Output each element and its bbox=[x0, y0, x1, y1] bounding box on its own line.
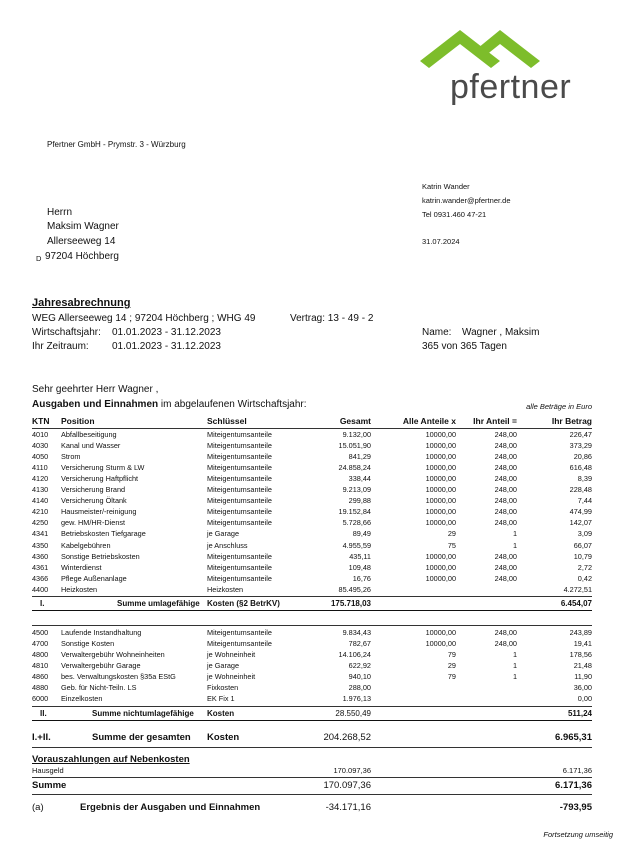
cell-your-amount: 178,56 bbox=[569, 650, 592, 660]
cell-ktn: 4366 bbox=[32, 573, 49, 583]
cell-total: 85.495,26 bbox=[338, 584, 371, 594]
cell-total: 1.976,13 bbox=[342, 694, 371, 704]
cell-your-share: 248,00 bbox=[494, 628, 517, 637]
cell-key: Miteigentumsanteile bbox=[207, 430, 272, 439]
cell-total: 9.213,09 bbox=[342, 485, 371, 495]
cell-your-share: 248,00 bbox=[494, 518, 517, 528]
cell-your-amount: 4.272,51 bbox=[563, 584, 592, 594]
recipient-street: Allerseeweg 14 bbox=[47, 236, 116, 247]
cell-all-shares: 10000,00 bbox=[425, 485, 456, 495]
cell-your-amount: 3,09 bbox=[577, 529, 592, 539]
sum-umlage-row bbox=[32, 598, 592, 609]
cell-key: Miteigentumsanteile bbox=[207, 518, 272, 528]
cell-your-amount: 7,44 bbox=[577, 496, 592, 506]
prepay-sum-row bbox=[32, 779, 592, 792]
cell-key: Miteigentumsanteile bbox=[207, 573, 272, 583]
cell-total: 109,48 bbox=[348, 562, 371, 572]
prepay-sum-label: Summe bbox=[32, 780, 67, 791]
owner-name-value: Wagner , Maksim bbox=[462, 327, 540, 338]
recipient-country: D bbox=[36, 254, 42, 263]
cell-your-amount: 0,42 bbox=[577, 573, 592, 583]
table-row bbox=[32, 650, 592, 659]
cell-your-share: 248,00 bbox=[494, 551, 517, 561]
document-title: Jahresabrechnung bbox=[32, 297, 131, 309]
cell-total: 288,00 bbox=[348, 683, 371, 693]
table-row bbox=[32, 452, 592, 461]
sum3-bottom-line bbox=[32, 747, 592, 748]
cell-your-amount: 0,00 bbox=[577, 694, 592, 704]
cell-key: EK Fix 1 bbox=[207, 694, 235, 704]
cell-total: 16,76 bbox=[352, 573, 371, 583]
cell-total: 15.051,90 bbox=[338, 441, 371, 451]
table-row bbox=[32, 463, 592, 472]
cell-your-share: 248,00 bbox=[494, 639, 517, 649]
section-title bbox=[32, 399, 307, 410]
cell-total: 782,67 bbox=[348, 639, 371, 649]
cell-position: Einzelkosten bbox=[61, 694, 103, 704]
cell-your-amount: 474,99 bbox=[569, 507, 592, 517]
sum2-label2: Kosten bbox=[207, 709, 235, 718]
cell-ktn: 4210 bbox=[32, 507, 49, 517]
cell-ktn: 4140 bbox=[32, 496, 49, 506]
cell-your-share: 1 bbox=[512, 650, 517, 660]
sum1-total: 175.718,03 bbox=[330, 599, 371, 608]
cell-position: Pflege Außenanlage bbox=[61, 573, 127, 583]
cell-ktn: 4250 bbox=[32, 518, 49, 528]
cell-all-shares: 10000,00 bbox=[425, 639, 456, 649]
table-row bbox=[32, 529, 592, 538]
cell-your-amount: 10,79 bbox=[573, 551, 592, 561]
cell-total: 14.106,24 bbox=[338, 650, 371, 660]
cell-key: Miteigentumsanteile bbox=[207, 551, 272, 561]
cell-key: je Anschluss bbox=[207, 540, 248, 550]
cell-your-share: 248,00 bbox=[494, 485, 517, 495]
cell-all-shares: 79 bbox=[447, 650, 456, 660]
cell-your-amount: 66,07 bbox=[573, 540, 592, 550]
table-row bbox=[32, 672, 592, 681]
table-row bbox=[32, 474, 592, 483]
sum3-total: 204.268,52 bbox=[323, 732, 371, 743]
cell-key: Miteigentumsanteile bbox=[207, 628, 272, 637]
cell-key: Miteigentumsanteile bbox=[207, 485, 272, 495]
col-total: Gesamt bbox=[339, 416, 371, 426]
sum1-amount: 6.454,07 bbox=[560, 599, 592, 608]
cell-ktn: 4341 bbox=[32, 529, 49, 539]
prepay-row-label: Hausgeld bbox=[32, 766, 64, 775]
cell-key: Miteigentumsanteile bbox=[207, 452, 272, 462]
cell-ktn: 6000 bbox=[32, 694, 49, 704]
result-amount: -793,95 bbox=[559, 802, 592, 813]
prepay-row-amount: 6.171,36 bbox=[562, 766, 592, 775]
cell-key: Miteigentumsanteile bbox=[207, 496, 272, 506]
cell-position: Winterdienst bbox=[61, 562, 102, 572]
cell-your-share: 248,00 bbox=[494, 463, 517, 473]
cell-your-amount: 373,29 bbox=[569, 441, 592, 451]
cell-total: 299,88 bbox=[348, 496, 371, 506]
cell-all-shares: 10000,00 bbox=[425, 441, 456, 451]
table-header bbox=[32, 415, 592, 427]
cell-ktn: 4800 bbox=[32, 650, 49, 660]
cell-your-share: 248,00 bbox=[494, 441, 517, 451]
cell-your-amount: 243,89 bbox=[569, 628, 592, 637]
cell-position: Abfallbeseitigung bbox=[61, 430, 117, 439]
contact-name: Katrin Wander bbox=[422, 182, 470, 191]
cell-your-share: 248,00 bbox=[494, 562, 517, 572]
col-your-share: Ihr Anteil = bbox=[473, 416, 517, 426]
cell-ktn: 4360 bbox=[32, 551, 49, 561]
sum1-divider bbox=[32, 596, 592, 597]
cell-position: Heizkosten bbox=[61, 584, 98, 594]
cell-key: Miteigentumsanteile bbox=[207, 463, 272, 473]
cell-your-amount: 2,72 bbox=[577, 562, 592, 572]
cell-your-amount: 228,48 bbox=[569, 485, 592, 495]
cell-your-share: 248,00 bbox=[494, 573, 517, 583]
cell-all-shares: 75 bbox=[447, 540, 456, 550]
cell-position: Betriebskosten Tiefgarage bbox=[61, 529, 146, 539]
cell-all-shares: 10000,00 bbox=[425, 562, 456, 572]
cell-position: Sonstige Kosten bbox=[61, 639, 115, 649]
cell-total: 940,10 bbox=[348, 672, 371, 682]
cell-total: 24.858,24 bbox=[338, 463, 371, 473]
table-row bbox=[32, 694, 592, 703]
table-row bbox=[32, 552, 592, 561]
cell-total: 89,49 bbox=[352, 529, 371, 539]
cell-ktn: 4350 bbox=[32, 540, 49, 550]
cell-key: Miteigentumsanteile bbox=[207, 441, 272, 451]
prepay-title: Vorauszahlungen auf Nebenkosten bbox=[32, 754, 190, 765]
cell-all-shares: 29 bbox=[447, 529, 456, 539]
fiscal-year-label: Wirtschaftsjahr: bbox=[32, 327, 101, 338]
company-logo bbox=[418, 26, 588, 111]
cell-key: Miteigentumsanteile bbox=[207, 507, 272, 517]
greeting: Sehr geehrter Herr Wagner , bbox=[32, 384, 159, 395]
cell-your-share: 248,00 bbox=[494, 430, 517, 439]
cell-all-shares: 29 bbox=[447, 661, 456, 671]
prepay-divider bbox=[32, 777, 592, 778]
table-row bbox=[32, 628, 592, 637]
col-position: Position bbox=[61, 416, 95, 426]
currency-note: alle Beträge in Euro bbox=[526, 402, 592, 411]
fiscal-year-value: 01.01.2023 - 31.12.2023 bbox=[112, 327, 221, 338]
cell-total: 19.152,84 bbox=[338, 507, 371, 517]
cell-your-share: 248,00 bbox=[494, 452, 517, 462]
cell-your-amount: 11,90 bbox=[574, 672, 592, 682]
cell-key: je Wohneinheit bbox=[207, 672, 256, 682]
sum2-divider bbox=[32, 706, 592, 707]
col-ktn: KTN bbox=[32, 416, 50, 426]
recipient-name: Maksim Wagner bbox=[47, 221, 119, 232]
section-title-rest: im abgelaufenen Wirtschaftsjahr: bbox=[158, 399, 307, 410]
cell-position: bes. Verwaltungskosten §35a EStG bbox=[61, 672, 176, 682]
owner-name-label: Name: bbox=[422, 327, 452, 338]
cell-all-shares: 10000,00 bbox=[425, 518, 456, 528]
prepay-sum-bottom-line bbox=[32, 794, 592, 795]
cell-your-share: 1 bbox=[512, 672, 517, 682]
cell-ktn: 4010 bbox=[32, 430, 49, 439]
cell-ktn: 4880 bbox=[32, 683, 49, 693]
cell-all-shares: 10000,00 bbox=[425, 430, 456, 439]
sum3-label: Summe der gesamten bbox=[92, 732, 191, 743]
cell-ktn: 4120 bbox=[32, 474, 49, 484]
sum1-bottom-line bbox=[32, 610, 592, 611]
contract-number: Vertrag: 13 - 49 - 2 bbox=[290, 313, 374, 324]
cell-total: 435,11 bbox=[349, 551, 371, 561]
table-row bbox=[32, 639, 592, 648]
cell-ktn: 4700 bbox=[32, 639, 49, 649]
cell-total: 622,92 bbox=[348, 661, 371, 671]
letter-date: 31.07.2024 bbox=[422, 237, 460, 246]
cell-your-amount: 20,86 bbox=[573, 452, 592, 462]
cell-key: Miteigentumsanteile bbox=[207, 639, 272, 649]
cell-key: je Garage bbox=[207, 661, 240, 671]
recipient-salutation: Herrn bbox=[47, 207, 73, 218]
cell-your-share: 1 bbox=[512, 529, 517, 539]
cell-position: Verwaltergebühr Wohneinheiten bbox=[61, 650, 165, 660]
cell-ktn: 4050 bbox=[32, 452, 49, 462]
cell-position: Versicherung Brand bbox=[61, 485, 126, 495]
cell-total: 841,29 bbox=[348, 452, 371, 462]
cell-all-shares: 10000,00 bbox=[425, 452, 456, 462]
recipient-city: 97204 Höchberg bbox=[45, 251, 119, 262]
period-value: 01.01.2023 - 31.12.2023 bbox=[112, 341, 221, 352]
prepay-row bbox=[32, 766, 592, 775]
period-label: Ihr Zeitraum: bbox=[32, 341, 89, 352]
table-row bbox=[32, 585, 592, 594]
cell-all-shares: 10000,00 bbox=[425, 628, 456, 637]
cell-total: 9.132,00 bbox=[342, 430, 371, 439]
cell-your-share: 248,00 bbox=[494, 496, 517, 506]
sum2-label: Summe nichtumlagefähige bbox=[92, 709, 194, 718]
cell-all-shares: 10000,00 bbox=[425, 573, 456, 583]
result-label: Ergebnis der Ausgaben und Einnahmen bbox=[80, 802, 261, 813]
cell-your-share: 1 bbox=[512, 540, 517, 550]
contact-email[interactable]: katrin.wander@pfertner.de bbox=[422, 196, 511, 205]
cell-your-share: 248,00 bbox=[494, 507, 517, 517]
cell-position: gew. HM/HR-Dienst bbox=[61, 518, 126, 528]
cell-position: Kanal und Wasser bbox=[61, 441, 121, 451]
sum-nicht-umlage-row bbox=[32, 708, 592, 719]
table-row bbox=[32, 518, 592, 527]
cell-ktn: 4361 bbox=[32, 562, 49, 572]
sum3-label2: Kosten bbox=[207, 732, 240, 743]
table-row bbox=[32, 563, 592, 572]
cell-position: Strom bbox=[61, 452, 81, 462]
cell-position: Versicherung Haftpflicht bbox=[61, 474, 139, 484]
table-row bbox=[32, 441, 592, 450]
table-row bbox=[32, 661, 592, 670]
cell-total: 5.728,66 bbox=[342, 518, 371, 528]
result-num: (a) bbox=[32, 802, 44, 813]
cell-total: 9.834,43 bbox=[342, 628, 371, 637]
sum1-num: I. bbox=[40, 599, 45, 608]
header-divider bbox=[32, 428, 592, 429]
cell-ktn: 4810 bbox=[32, 661, 49, 671]
prepay-sum-amount: 6.171,36 bbox=[555, 780, 592, 791]
cell-all-shares: 79 bbox=[447, 672, 456, 682]
cell-all-shares: 10000,00 bbox=[425, 551, 456, 561]
section-title-bold: Ausgaben und Einnahmen bbox=[32, 399, 159, 410]
cell-position: Laufende Instandhaltung bbox=[61, 628, 142, 637]
table-row bbox=[32, 683, 592, 692]
sender-line: Pfertner GmbH - Prymstr. 3 - Würzburg bbox=[47, 140, 186, 149]
cell-your-amount: 19,41 bbox=[573, 639, 592, 649]
cell-key: Miteigentumsanteile bbox=[207, 474, 272, 484]
cell-key: Miteigentumsanteile bbox=[207, 562, 272, 572]
table-row bbox=[32, 574, 592, 583]
cell-key: Fixkosten bbox=[207, 683, 239, 693]
cell-all-shares: 10000,00 bbox=[425, 463, 456, 473]
cell-ktn: 4130 bbox=[32, 485, 49, 495]
cell-position: Verwaltergebühr Garage bbox=[61, 661, 141, 671]
cell-position: Hausmeister/-reinigung bbox=[61, 507, 137, 517]
contact-phone: Tel 0931.460 47-21 bbox=[422, 210, 487, 219]
sum2-num: II. bbox=[40, 709, 47, 718]
cell-total: 338,44 bbox=[348, 474, 371, 484]
prepay-row-total: 170.097,36 bbox=[333, 766, 371, 775]
cell-key: je Garage bbox=[207, 529, 240, 539]
logo-text: pfertner bbox=[450, 68, 572, 106]
sum2-amount: 511,24 bbox=[567, 709, 592, 718]
days-count: 365 von 365 Tagen bbox=[422, 341, 507, 352]
property-line: WEG Allerseeweg 14 ; 97204 Höchberg ; WHG 49 bbox=[32, 313, 256, 324]
cell-total: 4.955,59 bbox=[342, 540, 371, 550]
col-your-amount: Ihr Betrag bbox=[551, 416, 592, 426]
sum1-label: Summe umlagefähige bbox=[117, 599, 200, 608]
cell-all-shares: 10000,00 bbox=[425, 507, 456, 517]
cell-your-share: 248,00 bbox=[494, 474, 517, 484]
col-key: Schlüssel bbox=[207, 416, 247, 426]
cell-ktn: 4110 bbox=[32, 463, 48, 473]
cell-key: Heizkosten bbox=[207, 584, 244, 594]
cell-your-share: 1 bbox=[512, 661, 517, 671]
table-row bbox=[32, 430, 592, 439]
result-row bbox=[32, 801, 592, 814]
cell-ktn: 4860 bbox=[32, 672, 49, 682]
sum3-num: I.+II. bbox=[32, 732, 51, 743]
col-all-shares: Alle Anteile x bbox=[402, 416, 456, 426]
continuation-note: Fortsetzung umseitig bbox=[543, 830, 613, 839]
cell-your-amount: 226,47 bbox=[569, 430, 592, 439]
prepay-sum-total: 170.097,36 bbox=[323, 780, 371, 791]
sum2-bottom-line bbox=[32, 720, 592, 721]
result-total: -34.171,16 bbox=[325, 802, 371, 813]
sum3-amount: 6.965,31 bbox=[555, 732, 592, 743]
table-row bbox=[32, 496, 592, 505]
cell-key: je Wohneinheit bbox=[207, 650, 256, 660]
table-row bbox=[32, 485, 592, 494]
cell-your-amount: 21,48 bbox=[573, 661, 592, 671]
cell-your-amount: 36,00 bbox=[573, 683, 592, 693]
cell-ktn: 4500 bbox=[32, 628, 49, 637]
cell-your-amount: 616,48 bbox=[569, 463, 592, 473]
sum-total-row bbox=[32, 731, 592, 744]
cell-position: Versicherung Öltank bbox=[61, 496, 127, 506]
table-row bbox=[32, 507, 592, 516]
sum1-label2: Kosten (§2 BetrKV) bbox=[207, 599, 280, 608]
cell-ktn: 4400 bbox=[32, 584, 49, 594]
cell-all-shares: 10000,00 bbox=[425, 496, 456, 506]
table-row bbox=[32, 541, 592, 550]
cell-position: Geb. für Nicht-Teiln. LS bbox=[61, 683, 137, 693]
sum2-total: 28.550,49 bbox=[335, 709, 371, 718]
cell-position: Sonstige Betriebskosten bbox=[61, 551, 140, 561]
cell-ktn: 4030 bbox=[32, 441, 49, 451]
cell-all-shares: 10000,00 bbox=[425, 474, 456, 484]
block2-top-line bbox=[32, 625, 592, 626]
cell-position: Versicherung Sturm & LW bbox=[61, 463, 145, 473]
cell-position: Kabelgebühren bbox=[61, 540, 111, 550]
cell-your-amount: 142,07 bbox=[569, 518, 592, 528]
cell-your-amount: 8,39 bbox=[577, 474, 592, 484]
